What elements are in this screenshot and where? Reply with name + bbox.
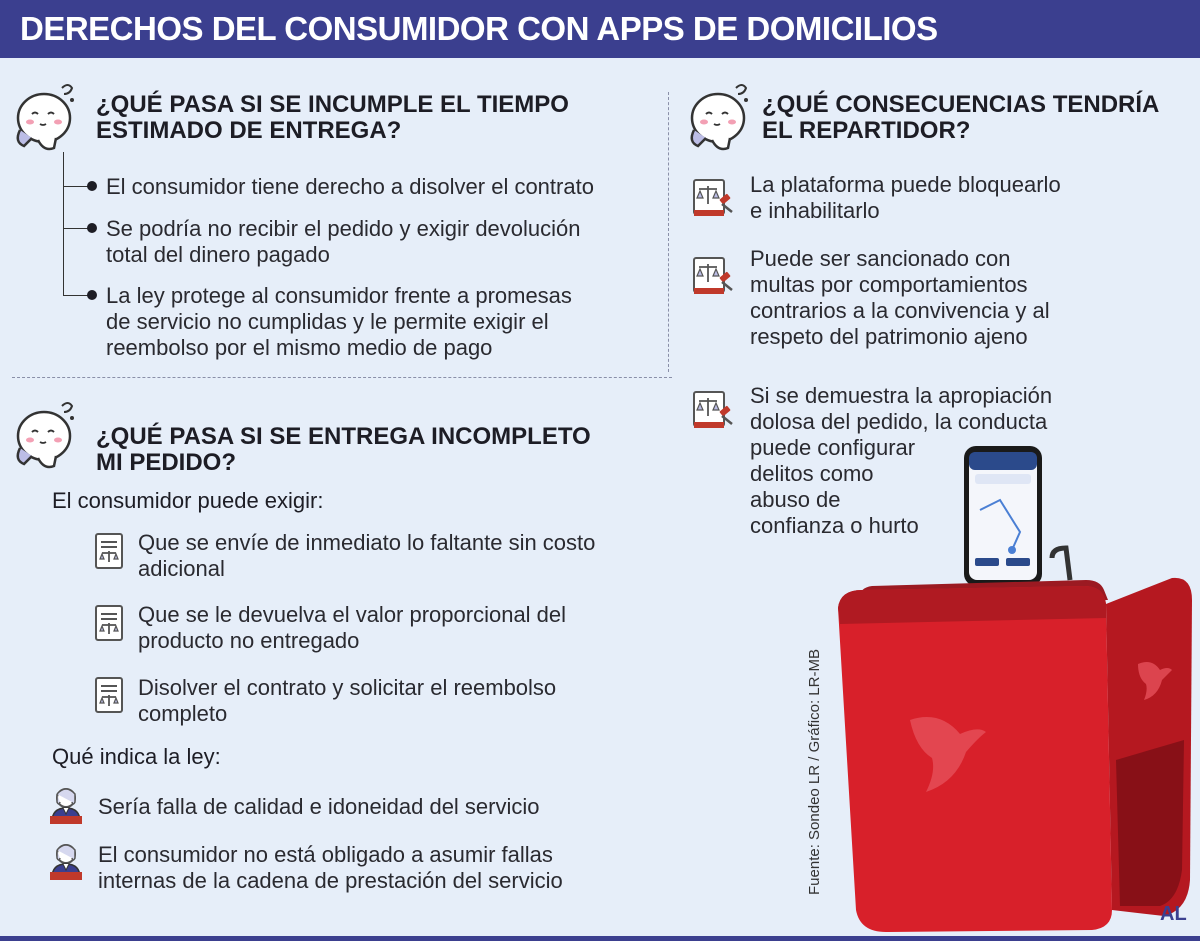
law-book-gavel-icon	[692, 254, 734, 298]
item-line: Disolver el contrato y solicitar el reembolso	[138, 675, 557, 700]
item-line: El consumidor no está obligado a asumir fallas	[98, 842, 553, 867]
law-says-label: Qué indica la ley:	[52, 744, 221, 769]
title-line: MI PEDIDO?	[96, 449, 237, 476]
title-line: ¿QUÉ CONSECUENCIAS TENDRÍA	[762, 91, 1160, 118]
item-line: respeto del patrimonio ajeno	[750, 324, 1028, 349]
tree-branch	[63, 228, 89, 229]
footer-bar	[0, 936, 1200, 941]
list-item	[106, 174, 594, 200]
title-line: ¿QUÉ PASA SI SE ENTREGA INCOMPLETO	[96, 423, 591, 450]
title-line: ¿QUÉ PASA SI SE INCUMPLE EL TIEMPO	[96, 91, 569, 118]
item-line: de servicio no cumplidas y le permite exigir el	[106, 309, 549, 334]
item-line: total del dinero pagado	[106, 242, 330, 267]
legal-document-icon	[92, 676, 126, 716]
item-line: contrarios a la convivencia y al	[750, 298, 1050, 323]
list-item	[106, 283, 572, 361]
list-item	[106, 216, 581, 268]
legal-document-icon	[92, 532, 126, 572]
list-item	[98, 794, 540, 820]
horizontal-divider	[12, 377, 672, 378]
title-line: EL REPARTIDOR?	[762, 117, 971, 144]
section-late-delivery-title	[96, 92, 569, 144]
tree-connector	[63, 152, 64, 296]
list-item	[98, 842, 563, 894]
section-incomplete-title	[96, 424, 591, 476]
logo: AL	[1160, 903, 1187, 925]
item-line: Se podría no recibir el pedido y exigir devolución	[106, 216, 581, 241]
item-line: puede configurar	[750, 435, 916, 460]
list-item	[750, 246, 1050, 350]
mascot-worried-icon	[10, 80, 80, 154]
bullet-dot	[87, 223, 97, 233]
list-item	[138, 530, 595, 582]
list-item	[750, 172, 1061, 224]
judge-icon	[48, 842, 84, 882]
legal-document-icon	[92, 604, 126, 644]
item-line: Puede ser sancionado con	[750, 246, 1011, 271]
tree-branch	[63, 186, 89, 187]
item-line: producto no entregado	[138, 628, 360, 653]
item-line: e inhabilitarlo	[750, 198, 880, 223]
item-line: internas de la cadena de prestación del servicio	[98, 868, 563, 893]
item-line: Que se le devuelva el valor proporcional del	[138, 602, 567, 627]
page-title: DERECHOS DEL CONSUMIDOR CON APPS DE DOMICILIOS	[20, 10, 938, 47]
consumer-can-demand-label: El consumidor puede exigir:	[52, 488, 324, 513]
law-book-gavel-icon	[692, 388, 734, 432]
mascot-worried-icon	[10, 398, 80, 472]
bullet-dot	[87, 290, 97, 300]
judge-icon	[48, 786, 84, 826]
title-line: ESTIMADO DE ENTREGA?	[96, 117, 402, 144]
item-line: adicional	[138, 556, 225, 581]
item-line: delitos como	[750, 461, 874, 486]
item-line: Sería falla de calidad e idoneidad del servicio	[98, 794, 540, 819]
item-line: reembolso por el mismo medio de pago	[106, 335, 493, 360]
item-line: El consumidor tiene derecho a disolver el contrato	[106, 174, 594, 199]
item-line: abuso de	[750, 487, 841, 512]
smartphone-icon	[964, 446, 1042, 586]
item-line: Si se demuestra la apropiación	[750, 383, 1053, 408]
item-line: Que se envíe de inmediato lo faltante sin costo	[138, 530, 596, 555]
law-book-gavel-icon	[692, 176, 734, 220]
section-courier-consequences-title	[762, 92, 1159, 144]
item-line: La ley protege al consumidor frente a promesas	[106, 283, 572, 308]
item-line: dolosa del pedido, la conducta	[750, 409, 1048, 434]
thermal-bag-icon	[838, 548, 1192, 932]
mascot-worried-icon	[684, 80, 754, 154]
delivery-bag-illustration	[820, 440, 1200, 936]
item-line: confianza o hurto	[750, 513, 919, 538]
item-line: multas por comportamientos	[750, 272, 1028, 297]
source-credit: Fuente: Sondeo LR / Gráfico: LR-MB	[806, 649, 823, 895]
bullet-dot	[87, 181, 97, 191]
item-line: La plataforma puede bloquearlo	[750, 172, 1061, 197]
list-item	[138, 602, 566, 654]
list-item	[138, 675, 556, 727]
title-bar	[0, 0, 1200, 58]
item-line: completo	[138, 701, 228, 726]
tree-branch	[63, 295, 89, 296]
vertical-divider	[668, 92, 669, 372]
